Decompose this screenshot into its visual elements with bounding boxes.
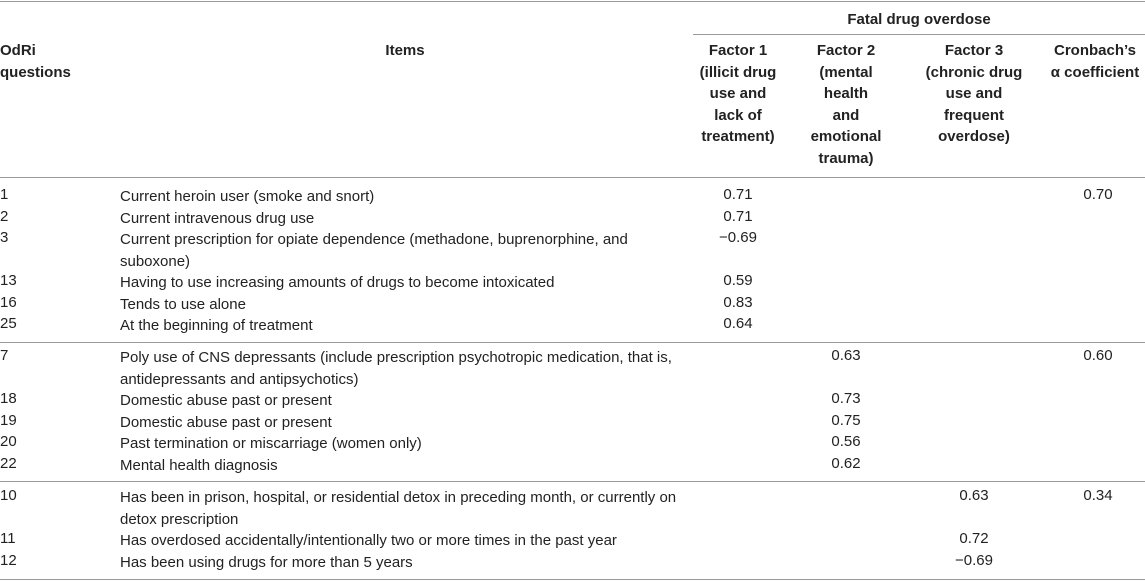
factor3-line-5: overdose) [938,128,1010,145]
item-text: At the beginning of treatment [120,317,313,334]
item-text: Domestic abuse past or present [120,392,332,409]
col-header-factor3 [919,40,1029,148]
table-row [0,186,1145,208]
item-text: Has been using drugs for more than 5 years [120,553,413,571]
factor2-loading: 0.73 [831,390,861,407]
table-row [0,208,1145,230]
table-row [0,294,1145,316]
factor2-line-4: and [832,106,860,124]
table-row [0,433,1145,455]
factor1-loading: 0.83 [723,293,753,311]
group-header-rule [693,34,1145,35]
factor1-loading: 0.59 [723,272,753,289]
factor2-line-5: emotional [810,128,882,145]
group-header-fatal-drug-overdose: Fatal drug overdose [847,11,991,28]
item-text: Past termination or miscarriage (women only) [120,435,422,452]
factor2-loading: 0.75 [831,411,861,429]
table-row [0,412,1145,434]
cronbach-alpha-value: 0.70 [1083,186,1113,203]
question-number: 2 [0,207,9,225]
question-number: 13 [0,272,17,289]
cronbach-alpha-value: 0.60 [1083,347,1113,364]
question-number: 16 [0,293,17,311]
factor2-line-1: Factor 2 [816,42,876,59]
item-text: Mental health diagnosis [120,456,278,474]
item-text: Domestic abuse past or present [120,413,332,431]
item-text: Has overdosed accidentally/intentionally two or more times in the past year [120,532,617,549]
factor3-loading: 0.72 [959,530,989,547]
cronbach-alpha-value: 0.34 [1083,487,1113,504]
factor3-line-4: frequent [944,106,1004,124]
question-number: 18 [0,390,17,407]
factor3-loading: −0.69 [955,551,993,569]
factor1-loading: −0.69 [719,229,757,246]
factor2-loading: 0.56 [831,433,861,450]
col-header-items: Items [385,42,425,59]
factor3-line-2: (chronic drug [925,63,1023,81]
header-bottom-rule [0,177,1145,178]
factor1-line-3: use and [709,85,767,102]
factor2-loading: 0.63 [831,347,861,364]
factor1-loading: 0.64 [723,315,753,332]
factor3-loading: 0.63 [959,487,989,504]
question-number: 3 [0,229,9,246]
alpha-line-2: α coefficient [1050,63,1140,81]
table-row [0,347,1145,388]
table-top-rule [0,1,1145,2]
item-text: Having to use increasing amounts of drugs to become intoxicated [120,274,555,291]
alpha-line-1: Cronbach’s [1054,42,1136,59]
question-number: 11 [0,530,16,547]
factor2-line-3: health [823,85,869,102]
item-text: Current intravenous drug use [120,209,315,227]
item-text: Current heroin user (smoke and snort) [120,188,375,205]
factor3-line-3: use and [945,85,1003,102]
table-row [0,390,1145,412]
item-text: Poly use of CNS depressants (include prescription psychotropic medication, that is, antidepressants and antipsychotics) [120,349,672,388]
table-row [0,552,1145,574]
factor2-line-6: trauma) [818,149,874,167]
col-header-odri-questions-text: OdRi questions [0,42,71,81]
item-text: Has been in prison, hospital, or residential detox in preceding month, or currently on detox prescription [120,489,677,528]
question-number: 19 [0,411,17,429]
question-number: 25 [0,315,17,332]
factor2-loading: 0.62 [831,454,861,472]
table-row [0,229,1145,270]
factor3-line-1: Factor 3 [944,42,1004,59]
factor1-line-1: Factor 1 [708,42,768,59]
factor2-line-2: (mental [819,63,873,81]
group2-bottom-rule [0,481,1145,482]
factor1-line-4: lack of [714,106,762,124]
item-text: Current prescription for opiate dependence (methadone, buprenorphine, and suboxone) [120,231,628,270]
question-number: 12 [0,551,17,569]
group1-bottom-rule [0,342,1145,343]
col-header-odri-questions [0,40,100,83]
factor1-line-5: treatment) [701,128,775,145]
question-number: 7 [0,347,9,364]
question-number: 22 [0,454,17,472]
factor1-line-2: (illicit drug [699,63,777,81]
col-header-factor1 [693,40,783,148]
col-header-factor2 [801,40,891,169]
table-bottom-rule [0,579,1145,580]
table-row [0,272,1145,294]
question-number: 10 [0,487,17,504]
col-header-cronbach-alpha [1043,40,1145,83]
table-row [0,530,1145,552]
question-number: 1 [0,186,9,203]
table-row [0,315,1145,337]
question-number: 20 [0,433,17,450]
factor1-loading: 0.71 [723,186,753,203]
factor1-loading: 0.71 [723,207,753,225]
table-row [0,455,1145,477]
table-row [0,487,1145,528]
item-text: Tends to use alone [120,295,246,313]
